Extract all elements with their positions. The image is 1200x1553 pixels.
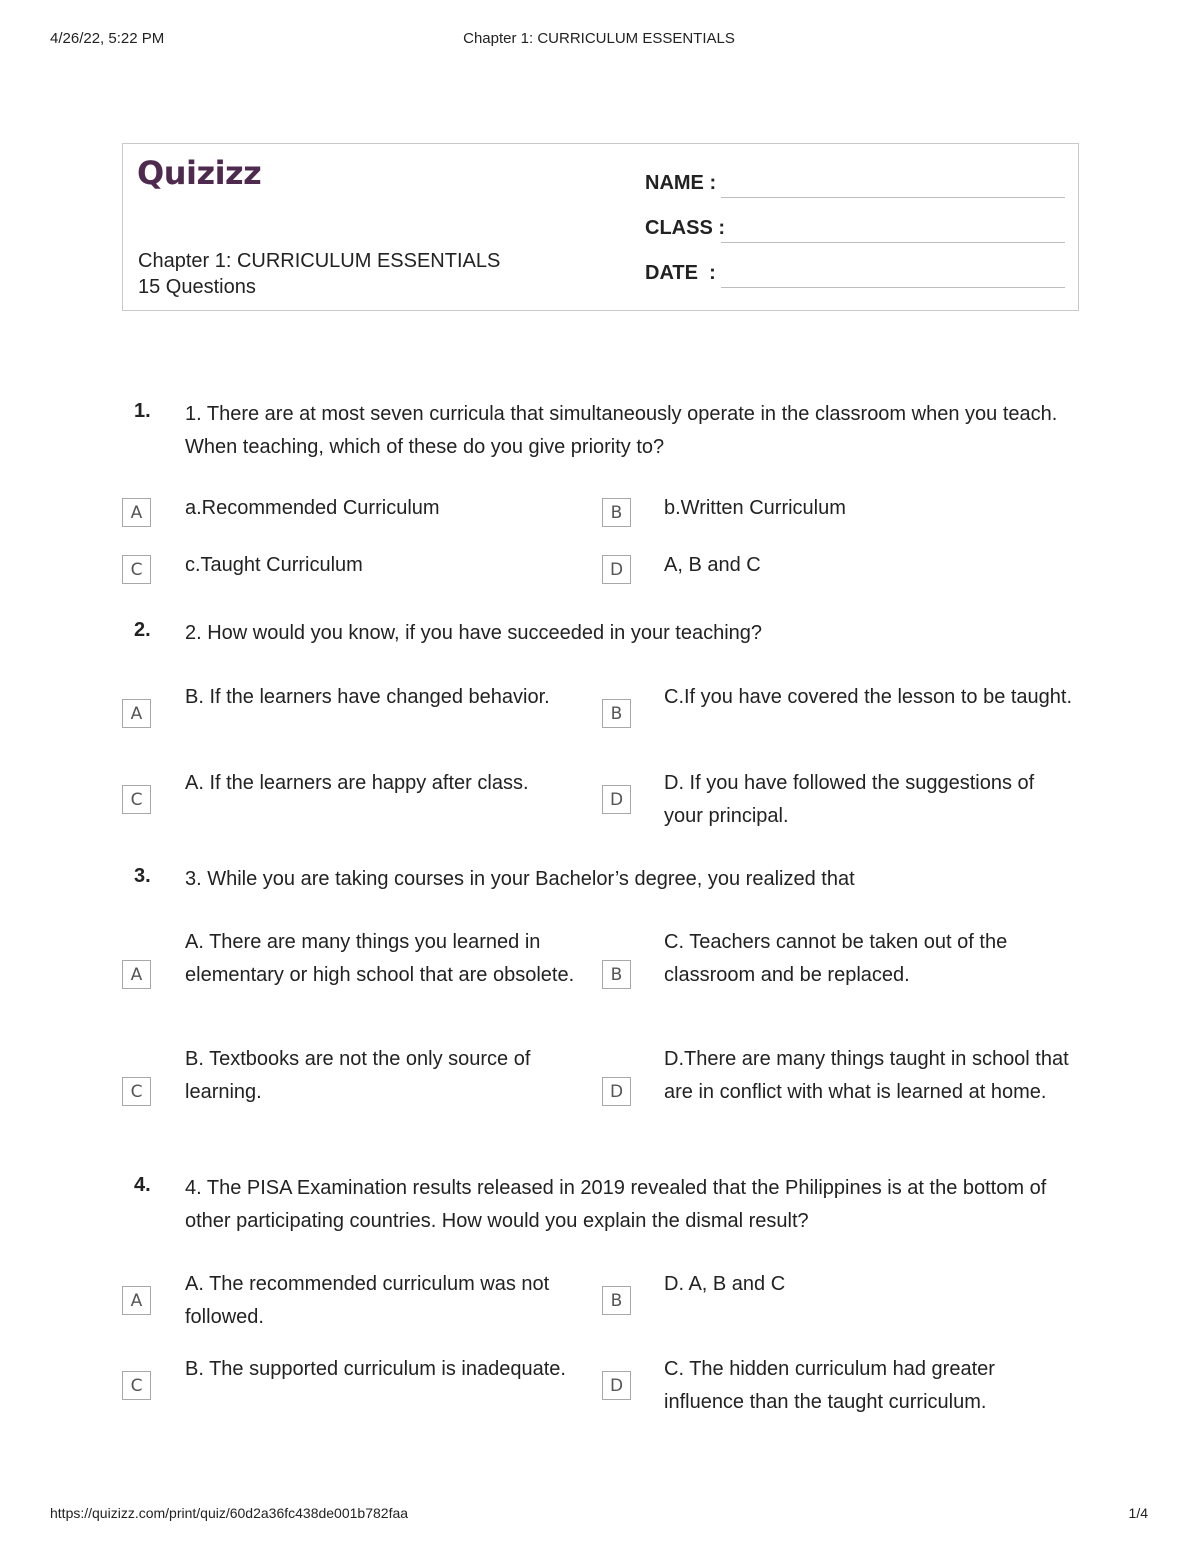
- option-text: b.Written Curriculum: [664, 497, 846, 519]
- option-letter-badge: B: [602, 498, 631, 527]
- question-text: 4. The PISA Examination results released in 2019 revealed that the Philippines is at the bottom of other participating countries. How would you explain the dismal result?: [185, 1177, 1047, 1232]
- option-text: c.Taught Curriculum: [185, 554, 363, 576]
- option-letter-badge: A: [122, 699, 151, 728]
- question-count: 15 Questions: [138, 276, 256, 298]
- option-letter-badge: C: [122, 555, 151, 584]
- option-letter-badge: B: [602, 699, 631, 728]
- option-text: D. A, B and C: [664, 1273, 786, 1295]
- option-text: B. The supported curriculum is inadequate.: [185, 1358, 566, 1380]
- option-text: C. The hidden curriculum had greater influence than the taught curriculum.: [664, 1358, 995, 1413]
- option-text: A, B and C: [664, 554, 761, 576]
- quizizz-logo: Quizizz: [137, 154, 262, 192]
- option-text: A. There are many things you learned in elementary or high school that are obsolete.: [185, 931, 575, 986]
- page-number: 1/4: [1128, 1505, 1148, 1521]
- print-header: [50, 30, 1148, 50]
- question-text: 1. There are at most seven curricula that simultaneously operate in the classroom when you teach. When teaching, which of these do you give priority to?: [185, 403, 1058, 458]
- question-number: 3.: [134, 865, 151, 887]
- option-text: B. If the learners have changed behavior.: [185, 686, 550, 708]
- option-text: A. The recommended curriculum was not followed.: [185, 1273, 550, 1328]
- class-field: [645, 215, 1065, 260]
- page-url: https://quizizz.com/print/quiz/60d2a36fc438de001b782faa: [50, 1505, 409, 1521]
- date-label: DATE :: [645, 262, 716, 284]
- date-line: [721, 287, 1065, 288]
- quiz-title: Chapter 1: CURRICULUM ESSENTIALS: [138, 250, 501, 272]
- option-letter-badge: A: [122, 498, 151, 527]
- class-label: CLASS :: [645, 217, 725, 239]
- student-fields: [645, 170, 1065, 305]
- question-number: 2.: [134, 619, 151, 641]
- question-text: 2. How would you know, if you have succeeded in your teaching?: [185, 622, 763, 644]
- class-line: [721, 242, 1065, 243]
- question-text: 3. While you are taking courses in your Bachelor’s degree, you realized that: [185, 868, 855, 890]
- option-letter-badge: D: [602, 1371, 631, 1400]
- name-label: NAME :: [645, 172, 717, 194]
- option-letter-badge: D: [602, 1077, 631, 1106]
- option-letter-badge: C: [122, 1371, 151, 1400]
- name-field: [645, 170, 1065, 215]
- option-text: D.There are many things taught in school that are in conflict with what is learned at home.: [664, 1048, 1069, 1103]
- option-letter-badge: A: [122, 1286, 151, 1315]
- option-text: D. If you have followed the suggestions of your principal.: [664, 772, 1035, 827]
- option-text: C. Teachers cannot be taken out of the classroom and be replaced.: [664, 931, 1008, 986]
- print-datetime: 4/26/22, 5:22 PM: [50, 30, 165, 47]
- option-letter-badge: B: [602, 960, 631, 989]
- date-field: [645, 260, 1065, 305]
- print-footer: [50, 1505, 1148, 1525]
- option-letter-badge: C: [122, 785, 151, 814]
- option-letter-badge: D: [602, 785, 631, 814]
- option-letter-badge: A: [122, 960, 151, 989]
- option-letter-badge: B: [602, 1286, 631, 1315]
- option-letter-badge: C: [122, 1077, 151, 1106]
- print-page-title: Chapter 1: CURRICULUM ESSENTIALS: [463, 30, 735, 47]
- option-text: a.Recommended Curriculum: [185, 497, 440, 519]
- quiz-title-block: [138, 248, 500, 300]
- name-line: [721, 197, 1065, 198]
- option-letter-badge: D: [602, 555, 631, 584]
- option-text: A. If the learners are happy after class.: [185, 772, 529, 794]
- question-number: 4.: [134, 1174, 151, 1196]
- question-number: 1.: [134, 400, 151, 422]
- option-text: B. Textbooks are not the only source of learning.: [185, 1048, 531, 1103]
- worksheet-header: [122, 143, 1079, 311]
- option-text: C.If you have covered the lesson to be taught.: [664, 686, 1073, 708]
